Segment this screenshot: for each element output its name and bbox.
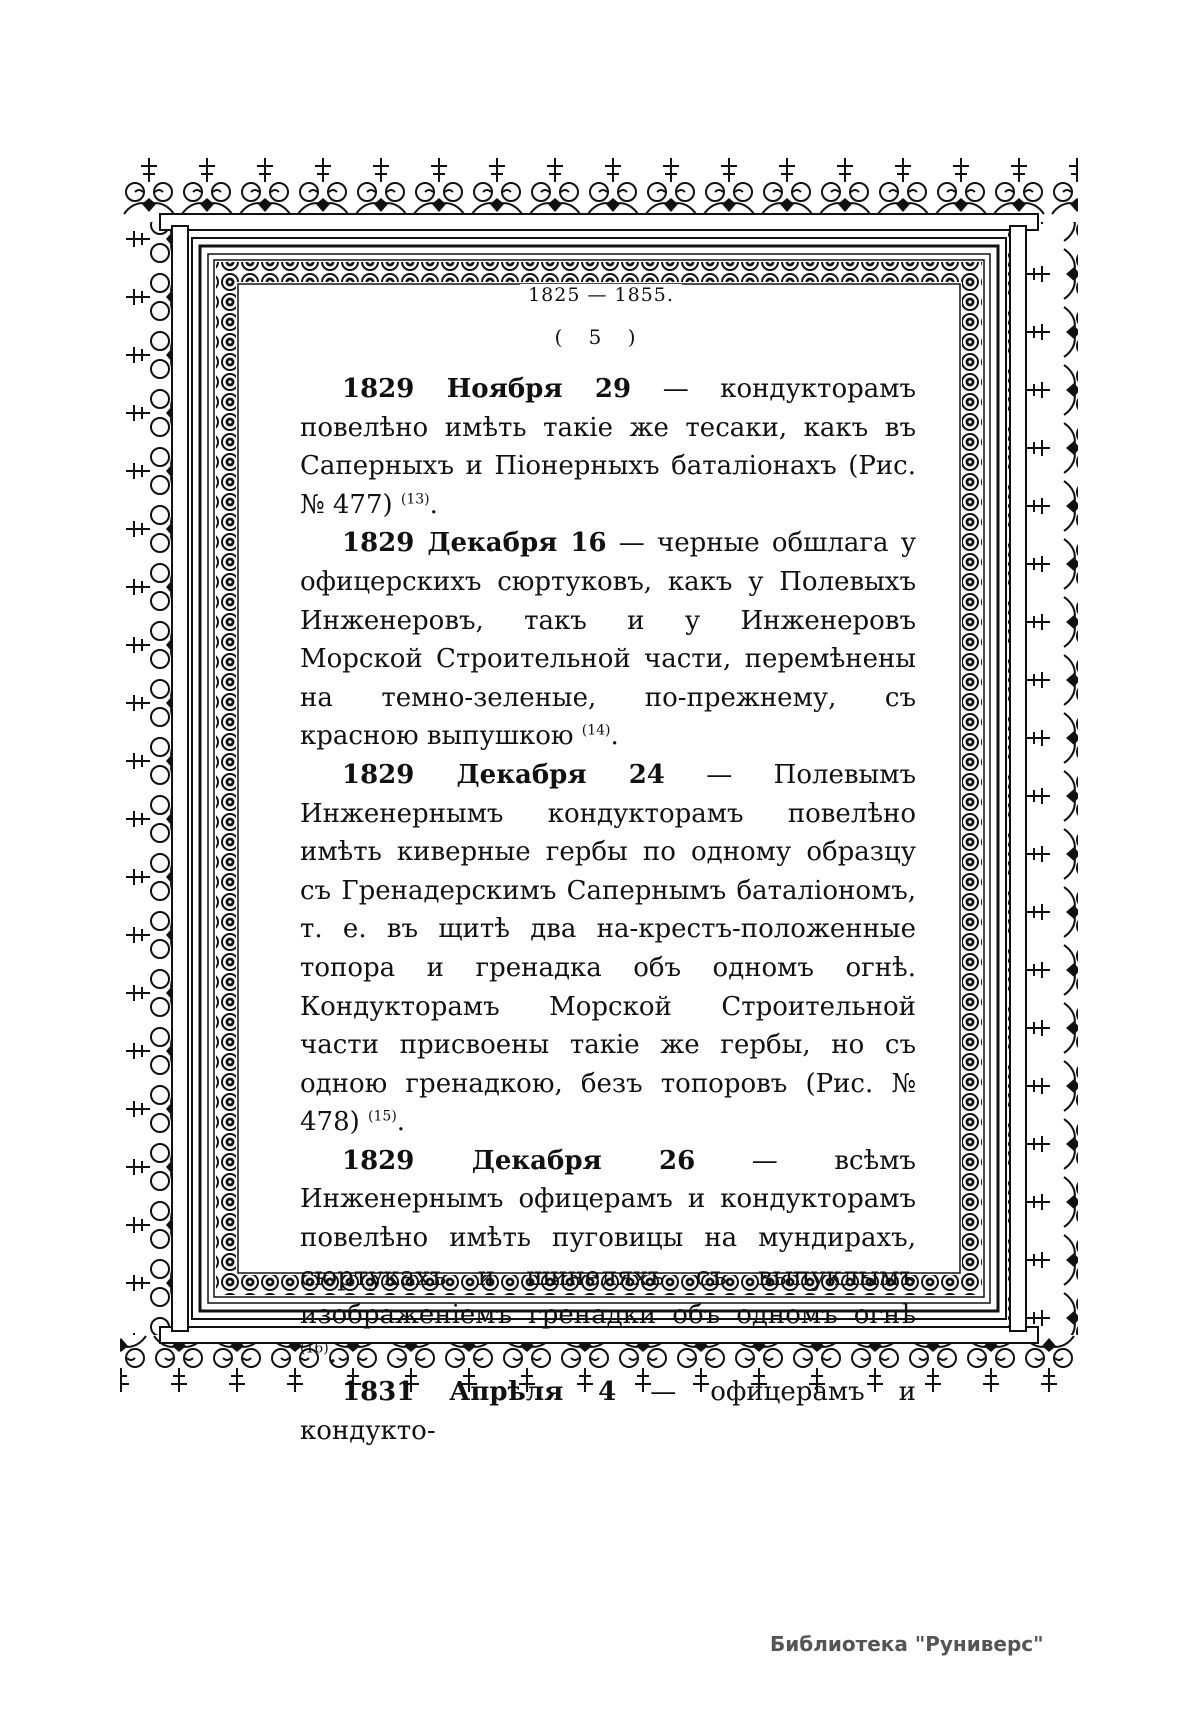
paragraph-date: 1831 Апрѣля 4 (342, 1377, 617, 1408)
paragraph-text: — офицерамъ и кондукто- (300, 1377, 916, 1447)
paragraph-text: — Полевымъ Инженернымъ кондукторамъ повелѣно имѣть киверные гербы по одному образцу съ Гренадерскимъ Сапернымъ баталіономъ, т. е. въ щитѣ два на-крестъ-положенные топора и гренадка объ одномъ огнѣ. Кондукторамъ Морской Строительной части присвоены такіе же гербы, но съ одною гренадкою, безъ топоровъ (Рис. № 478) (300, 759, 916, 1138)
main-text (300, 370, 916, 1451)
footnote-ref: (15) (368, 1108, 397, 1125)
paragraph-date: 1829 Декабря 16 (342, 528, 607, 559)
paragraph (300, 756, 916, 1142)
footnote-ref: (16) (300, 1340, 329, 1357)
paragraph-text: — всѣмъ Инженернымъ офицерамъ и кондукторамъ повелѣно имѣть пуговицы на мундирахъ, сюртукахъ и шинеляхъ съ выпуклымъ изображеніемъ гренадки объ одномъ огнѣ (300, 1145, 916, 1331)
paragraph (300, 370, 916, 524)
paragraph-text: — черные обшлага у офицерскихъ сюртуковъ, какъ у Полевыхъ Инженеровъ, такъ и у Инженеровъ Морской Строительной части, перемѣнены на темно-зеленые, по-прежнему, съ красною выпушкою (300, 528, 916, 752)
paragraph-end: . (610, 721, 619, 752)
page-number: ( 5 ) (554, 325, 646, 349)
header-band (238, 282, 964, 308)
paragraph (300, 524, 916, 756)
header-years: 1825 — 1855. (520, 284, 682, 306)
paragraph-date: 1829 Декабря 26 (342, 1145, 696, 1176)
paragraph (300, 1373, 916, 1450)
paragraph-end: . (328, 1338, 338, 1369)
paragraph-text: — кондукторамъ повелѣно имѣть такіе же тесаки, какъ въ Саперныхъ и Піонерныхъ баталіонахъ (Рис. № 477) (300, 374, 917, 520)
footnote-ref: (13) (400, 491, 430, 508)
paragraph-date: 1829 Ноября 29 (342, 374, 632, 404)
paragraph-end: . (396, 1107, 406, 1138)
library-watermark: Библиотека "Руниверс" (770, 1632, 1044, 1656)
paragraph-date: 1829 Декабря 24 (342, 759, 665, 790)
paragraph-end: . (429, 489, 438, 520)
paragraph (300, 1142, 916, 1374)
footnote-ref: (14) (581, 722, 611, 739)
